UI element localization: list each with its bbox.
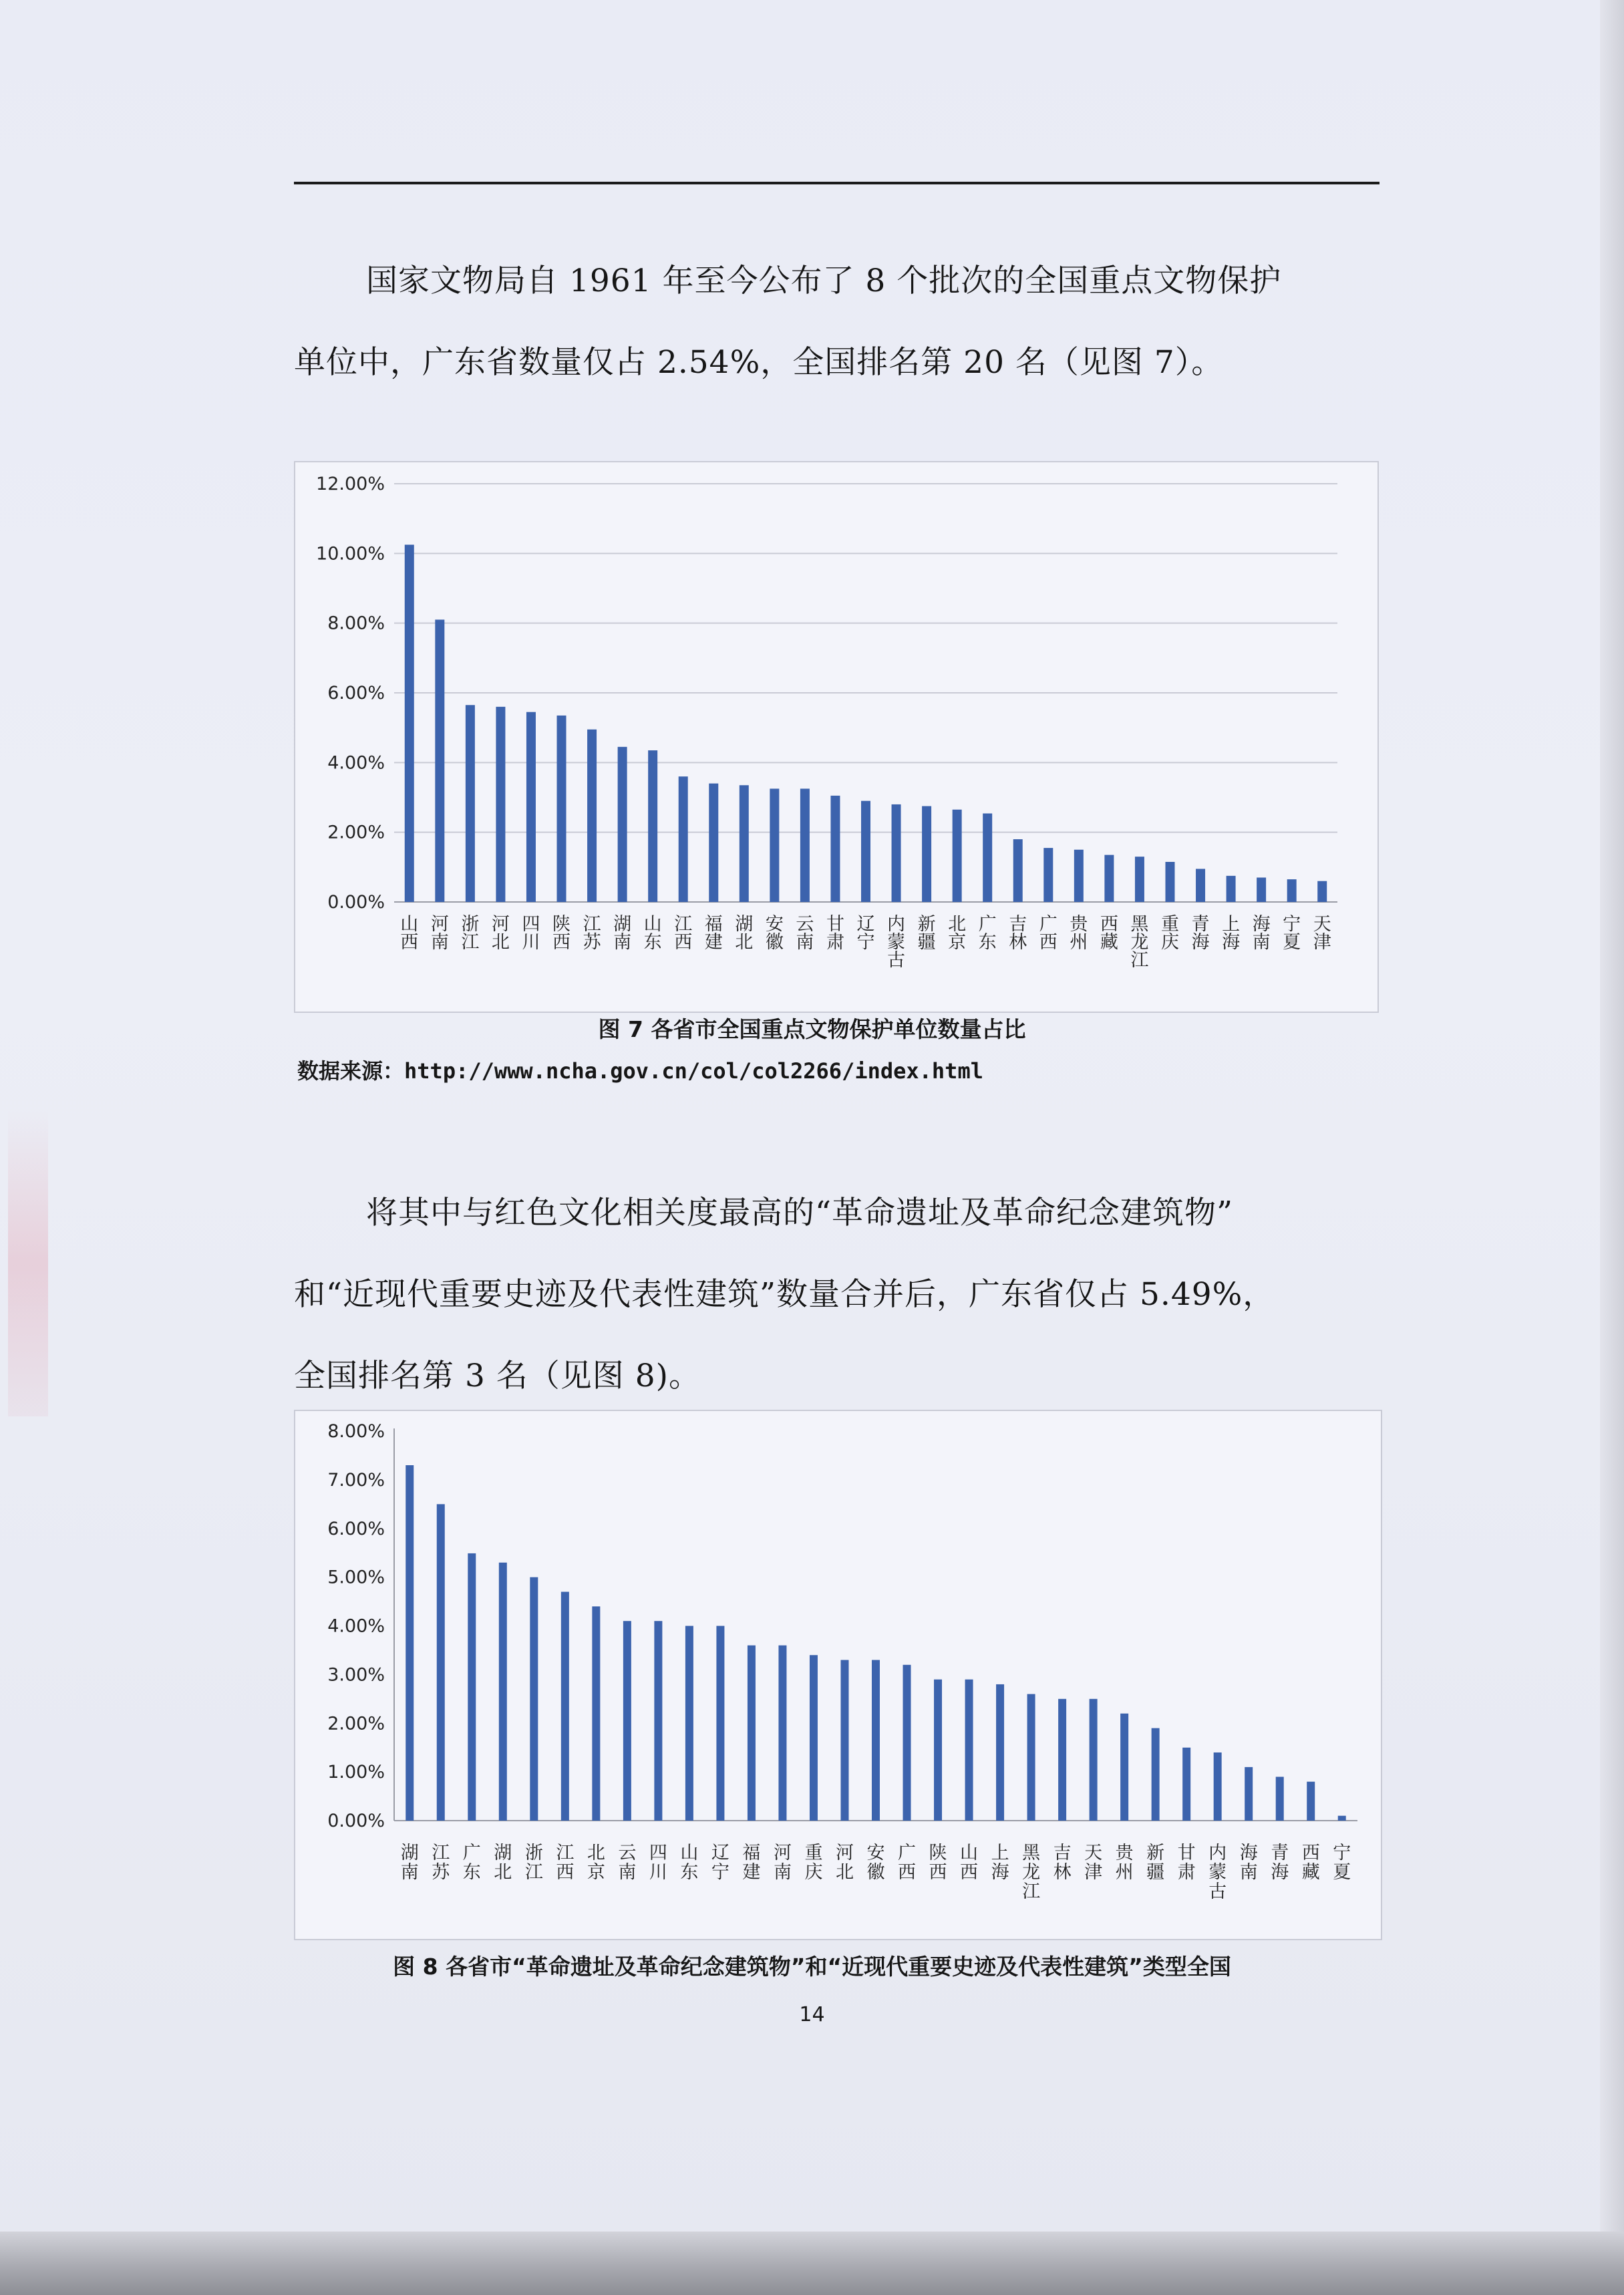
figure-7-category-label: 内蒙古 bbox=[887, 914, 906, 971]
figure-7-bar bbox=[1165, 862, 1174, 902]
figure-8-bar bbox=[654, 1621, 662, 1821]
figure-8-bar bbox=[685, 1626, 693, 1821]
figure-8-bar bbox=[1182, 1748, 1190, 1821]
figure-8-ytick-label: 0.00% bbox=[327, 1811, 385, 1831]
figure-8-category-label: 陕西 bbox=[929, 1843, 947, 1883]
figure-7-ytick-label: 2.00% bbox=[327, 822, 385, 843]
figure-7-bar bbox=[557, 716, 566, 902]
page-number: 14 bbox=[799, 2003, 825, 2026]
source-url: http://www.ncha.gov.cn/col/col2266/index.html bbox=[404, 1058, 983, 1084]
figure-8-ytick-label: 2.00% bbox=[327, 1713, 385, 1734]
figure-7-bar bbox=[679, 776, 688, 902]
figure-8-bar bbox=[530, 1577, 538, 1821]
figure-8-bar bbox=[437, 1504, 445, 1821]
figure-7-bar bbox=[618, 747, 627, 902]
figure-7-bar bbox=[953, 810, 962, 902]
figure-7-bar bbox=[1104, 855, 1114, 902]
figure-7-category-label: 福建 bbox=[704, 914, 723, 953]
figure-8-ytick-label: 6.00% bbox=[327, 1518, 385, 1539]
figure-8-bar bbox=[1307, 1782, 1315, 1821]
figure-7-category-label: 海南 bbox=[1252, 914, 1271, 953]
figure-7-category-label: 重庆 bbox=[1160, 914, 1179, 953]
figure-8-bar bbox=[592, 1606, 600, 1821]
figure-7-bar bbox=[1043, 848, 1053, 902]
figure-7-bar bbox=[983, 813, 992, 902]
paragraph-2-line-2: 和“近现代重要史迹及代表性建筑”数量合并后，广东省仅占 5.49%， bbox=[294, 1276, 1275, 1313]
figure-8-category-label: 贵州 bbox=[1115, 1843, 1134, 1883]
figure-8-bar bbox=[1338, 1816, 1346, 1821]
paragraph-2-line-3: 全国排名第 3 名（见图 8)。 bbox=[294, 1358, 701, 1394]
figure-8-bar bbox=[405, 1465, 414, 1821]
figure-7-bar bbox=[1227, 876, 1236, 902]
figure-7-bar bbox=[1317, 881, 1327, 902]
figure-8-category-label: 山西 bbox=[960, 1843, 979, 1883]
figure-8-category-label: 天津 bbox=[1084, 1843, 1103, 1883]
figure-8-category-label: 上海 bbox=[991, 1843, 1009, 1883]
figure-7-bar bbox=[435, 619, 444, 902]
figure-7-category-label: 云南 bbox=[796, 914, 814, 953]
figure-8-category-label: 福建 bbox=[742, 1843, 761, 1883]
figure-7-bar bbox=[587, 730, 597, 902]
figure-8-bar bbox=[716, 1626, 724, 1821]
figure-8-category-label: 广东 bbox=[462, 1843, 481, 1883]
figure-8-ytick-label: 5.00% bbox=[327, 1567, 385, 1588]
figure-8-category-label: 宁夏 bbox=[1333, 1843, 1351, 1883]
figure-8-bar bbox=[996, 1684, 1004, 1821]
figure-8-category-label: 四川 bbox=[649, 1843, 667, 1883]
figure-8-category-label: 内蒙古 bbox=[1208, 1843, 1227, 1902]
figure-8-bar bbox=[1245, 1767, 1253, 1821]
figure-8-ytick-label: 1.00% bbox=[327, 1762, 385, 1783]
figure-7-category-label: 安徽 bbox=[765, 914, 784, 953]
figure-8-category-label: 安徽 bbox=[866, 1843, 885, 1883]
figure-7-bar bbox=[405, 545, 414, 902]
figure-7-ytick-label: 12.00% bbox=[316, 474, 385, 494]
figure-7-bar bbox=[800, 788, 810, 902]
figure-7-bar bbox=[648, 750, 657, 902]
figure-7-bar bbox=[830, 796, 840, 902]
figure-7-bar bbox=[496, 707, 505, 902]
figure-7-bar bbox=[922, 806, 931, 902]
figure-8-category-label: 甘肃 bbox=[1177, 1843, 1196, 1883]
figure-8-bar bbox=[872, 1660, 880, 1821]
figure-7-bar bbox=[526, 712, 536, 902]
figure-8-category-label: 青海 bbox=[1271, 1843, 1289, 1883]
paragraph-1-line-2: 单位中，广东省数量仅占 2.54%，全国排名第 20 名（见图 7）。 bbox=[294, 344, 1224, 381]
figure-7-category-label: 新疆 bbox=[917, 914, 936, 953]
figure-7-category-label: 北京 bbox=[948, 914, 967, 953]
figure-8-category-label: 湖北 bbox=[494, 1843, 512, 1883]
figure-7-category-label: 江西 bbox=[674, 914, 693, 953]
figure-7-bar bbox=[770, 788, 779, 902]
figure-7-bar bbox=[892, 804, 901, 902]
figure-7-category-label: 青海 bbox=[1191, 914, 1210, 953]
figure-8-bar bbox=[1152, 1728, 1160, 1821]
figure-8-bar bbox=[468, 1553, 476, 1821]
figure-7-category-label: 江苏 bbox=[583, 914, 601, 953]
figure-7-bar bbox=[709, 784, 718, 902]
figure-8-category-label: 山东 bbox=[680, 1843, 699, 1883]
figure-8-ytick-label: 3.00% bbox=[327, 1664, 385, 1686]
figure-8-caption: 图 8 各省市“革命遗址及革命纪念建筑物”和“近现代重要史迹及代表性建筑”类型全国 bbox=[393, 1954, 1231, 1980]
figure-7-bar bbox=[1287, 879, 1297, 902]
page-bottom-shadow bbox=[0, 2232, 1624, 2295]
figure-7-category-label: 河北 bbox=[491, 914, 510, 953]
figure-8-category-label: 新疆 bbox=[1146, 1843, 1165, 1883]
figure-7-ytick-label: 4.00% bbox=[327, 752, 385, 774]
paragraph-2 bbox=[294, 1173, 1403, 1417]
figure-7-category-label: 山东 bbox=[643, 914, 662, 953]
figure-7-bar bbox=[740, 785, 749, 902]
figure-7-bar bbox=[1196, 869, 1205, 902]
figure-8-bar bbox=[778, 1646, 786, 1821]
figure-7-category-label: 宁夏 bbox=[1283, 914, 1301, 953]
figure-8-category-label: 吉林 bbox=[1053, 1843, 1072, 1883]
figure-7-category-label: 甘肃 bbox=[826, 914, 844, 953]
source-label: 数据来源： bbox=[297, 1058, 405, 1084]
figure-8-category-label: 湖南 bbox=[400, 1843, 419, 1883]
figure-7-ytick-label: 0.00% bbox=[327, 892, 385, 913]
figure-8-category-label: 江西 bbox=[556, 1843, 575, 1883]
figure-8-chart bbox=[294, 1410, 1382, 1940]
figure-8-bar bbox=[1090, 1699, 1098, 1821]
figure-7-category-label: 山西 bbox=[400, 914, 419, 953]
figure-8-ytick-label: 7.00% bbox=[327, 1469, 385, 1491]
figure-8-category-label: 辽宁 bbox=[711, 1843, 729, 1883]
figure-7-ytick-label: 10.00% bbox=[316, 543, 385, 565]
figure-8-bar bbox=[1120, 1714, 1128, 1821]
figure-7-ytick-label: 6.00% bbox=[327, 683, 385, 704]
figure-7-bar bbox=[466, 705, 475, 902]
figure-7-category-label: 湖南 bbox=[613, 914, 632, 953]
figure-8-category-label: 河北 bbox=[835, 1843, 854, 1883]
figure-7-chart bbox=[294, 461, 1379, 1013]
figure-8-bar bbox=[1214, 1752, 1222, 1821]
figure-8-category-label: 黑龙江 bbox=[1022, 1843, 1041, 1902]
figure-8-bar bbox=[1058, 1699, 1066, 1821]
figure-7-bar bbox=[1074, 850, 1084, 902]
paragraph-1 bbox=[294, 241, 1403, 404]
figure-8-bar bbox=[748, 1646, 756, 1821]
paragraph-2-line-1: 将其中与红色文化相关度最高的“革命遗址及革命纪念建筑物” bbox=[366, 1195, 1234, 1231]
figure-8-bar bbox=[965, 1680, 973, 1821]
figure-8-bar bbox=[934, 1680, 942, 1821]
figure-7-source bbox=[297, 1054, 983, 1085]
figure-8-ytick-label: 8.00% bbox=[327, 1421, 385, 1442]
figure-7-category-label: 浙江 bbox=[461, 914, 480, 953]
figure-7-bar bbox=[861, 801, 870, 902]
figure-8-category-label: 广西 bbox=[898, 1843, 917, 1883]
figure-7-category-label: 天津 bbox=[1313, 914, 1331, 953]
figure-7-category-label: 广东 bbox=[978, 914, 997, 953]
figure-7-category-label: 湖北 bbox=[735, 914, 754, 953]
figure-7-category-label: 吉林 bbox=[1009, 914, 1027, 953]
figure-8-category-label: 江苏 bbox=[432, 1843, 450, 1883]
figure-7-category-label: 河南 bbox=[430, 914, 449, 953]
figure-7-category-label: 黑龙江 bbox=[1130, 914, 1149, 971]
figure-8-bar bbox=[623, 1621, 631, 1821]
figure-7-bar bbox=[1257, 877, 1266, 902]
figure-7-ytick-label: 8.00% bbox=[327, 613, 385, 634]
figure-8-bar bbox=[810, 1655, 818, 1821]
figure-8-ytick-label: 4.00% bbox=[327, 1616, 385, 1637]
figure-7-category-label: 陕西 bbox=[552, 914, 571, 953]
figure-7-category-label: 广西 bbox=[1039, 914, 1058, 953]
header-rule bbox=[294, 182, 1379, 184]
figure-8-svg bbox=[295, 1411, 1381, 1939]
margin-stamp-mark bbox=[8, 1109, 48, 1416]
figure-7-category-label: 辽宁 bbox=[856, 914, 875, 953]
figure-8-category-label: 西藏 bbox=[1301, 1843, 1320, 1883]
figure-8-category-label: 重庆 bbox=[804, 1843, 823, 1883]
figure-8-bar bbox=[1027, 1694, 1035, 1821]
figure-8-category-label: 北京 bbox=[587, 1843, 605, 1883]
figure-7-caption: 图 7 各省市全国重点文物保护单位数量占比 bbox=[598, 1016, 1026, 1042]
figure-8-bar bbox=[561, 1591, 569, 1821]
figure-8-category-label: 云南 bbox=[618, 1843, 637, 1883]
figure-7-svg bbox=[295, 462, 1377, 1012]
figure-8-category-label: 河南 bbox=[773, 1843, 792, 1883]
figure-7-bar bbox=[1135, 857, 1144, 902]
figure-8-bar bbox=[903, 1665, 911, 1821]
figure-8-bar bbox=[499, 1563, 507, 1821]
paragraph-1-line-1: 国家文物局自 1961 年至今公布了 8 个批次的全国重点文物保护 bbox=[366, 263, 1282, 299]
figure-7-category-label: 上海 bbox=[1222, 914, 1241, 953]
figure-8-category-label: 海南 bbox=[1239, 1843, 1258, 1883]
figure-7-bar bbox=[1013, 839, 1023, 902]
figure-8-bar bbox=[840, 1660, 848, 1821]
figure-8-category-label: 浙江 bbox=[524, 1843, 543, 1883]
figure-7-category-label: 四川 bbox=[522, 914, 540, 953]
figure-7-category-label: 贵州 bbox=[1070, 914, 1088, 953]
figure-8-bar bbox=[1276, 1777, 1284, 1821]
figure-7-category-label: 西藏 bbox=[1100, 914, 1118, 953]
